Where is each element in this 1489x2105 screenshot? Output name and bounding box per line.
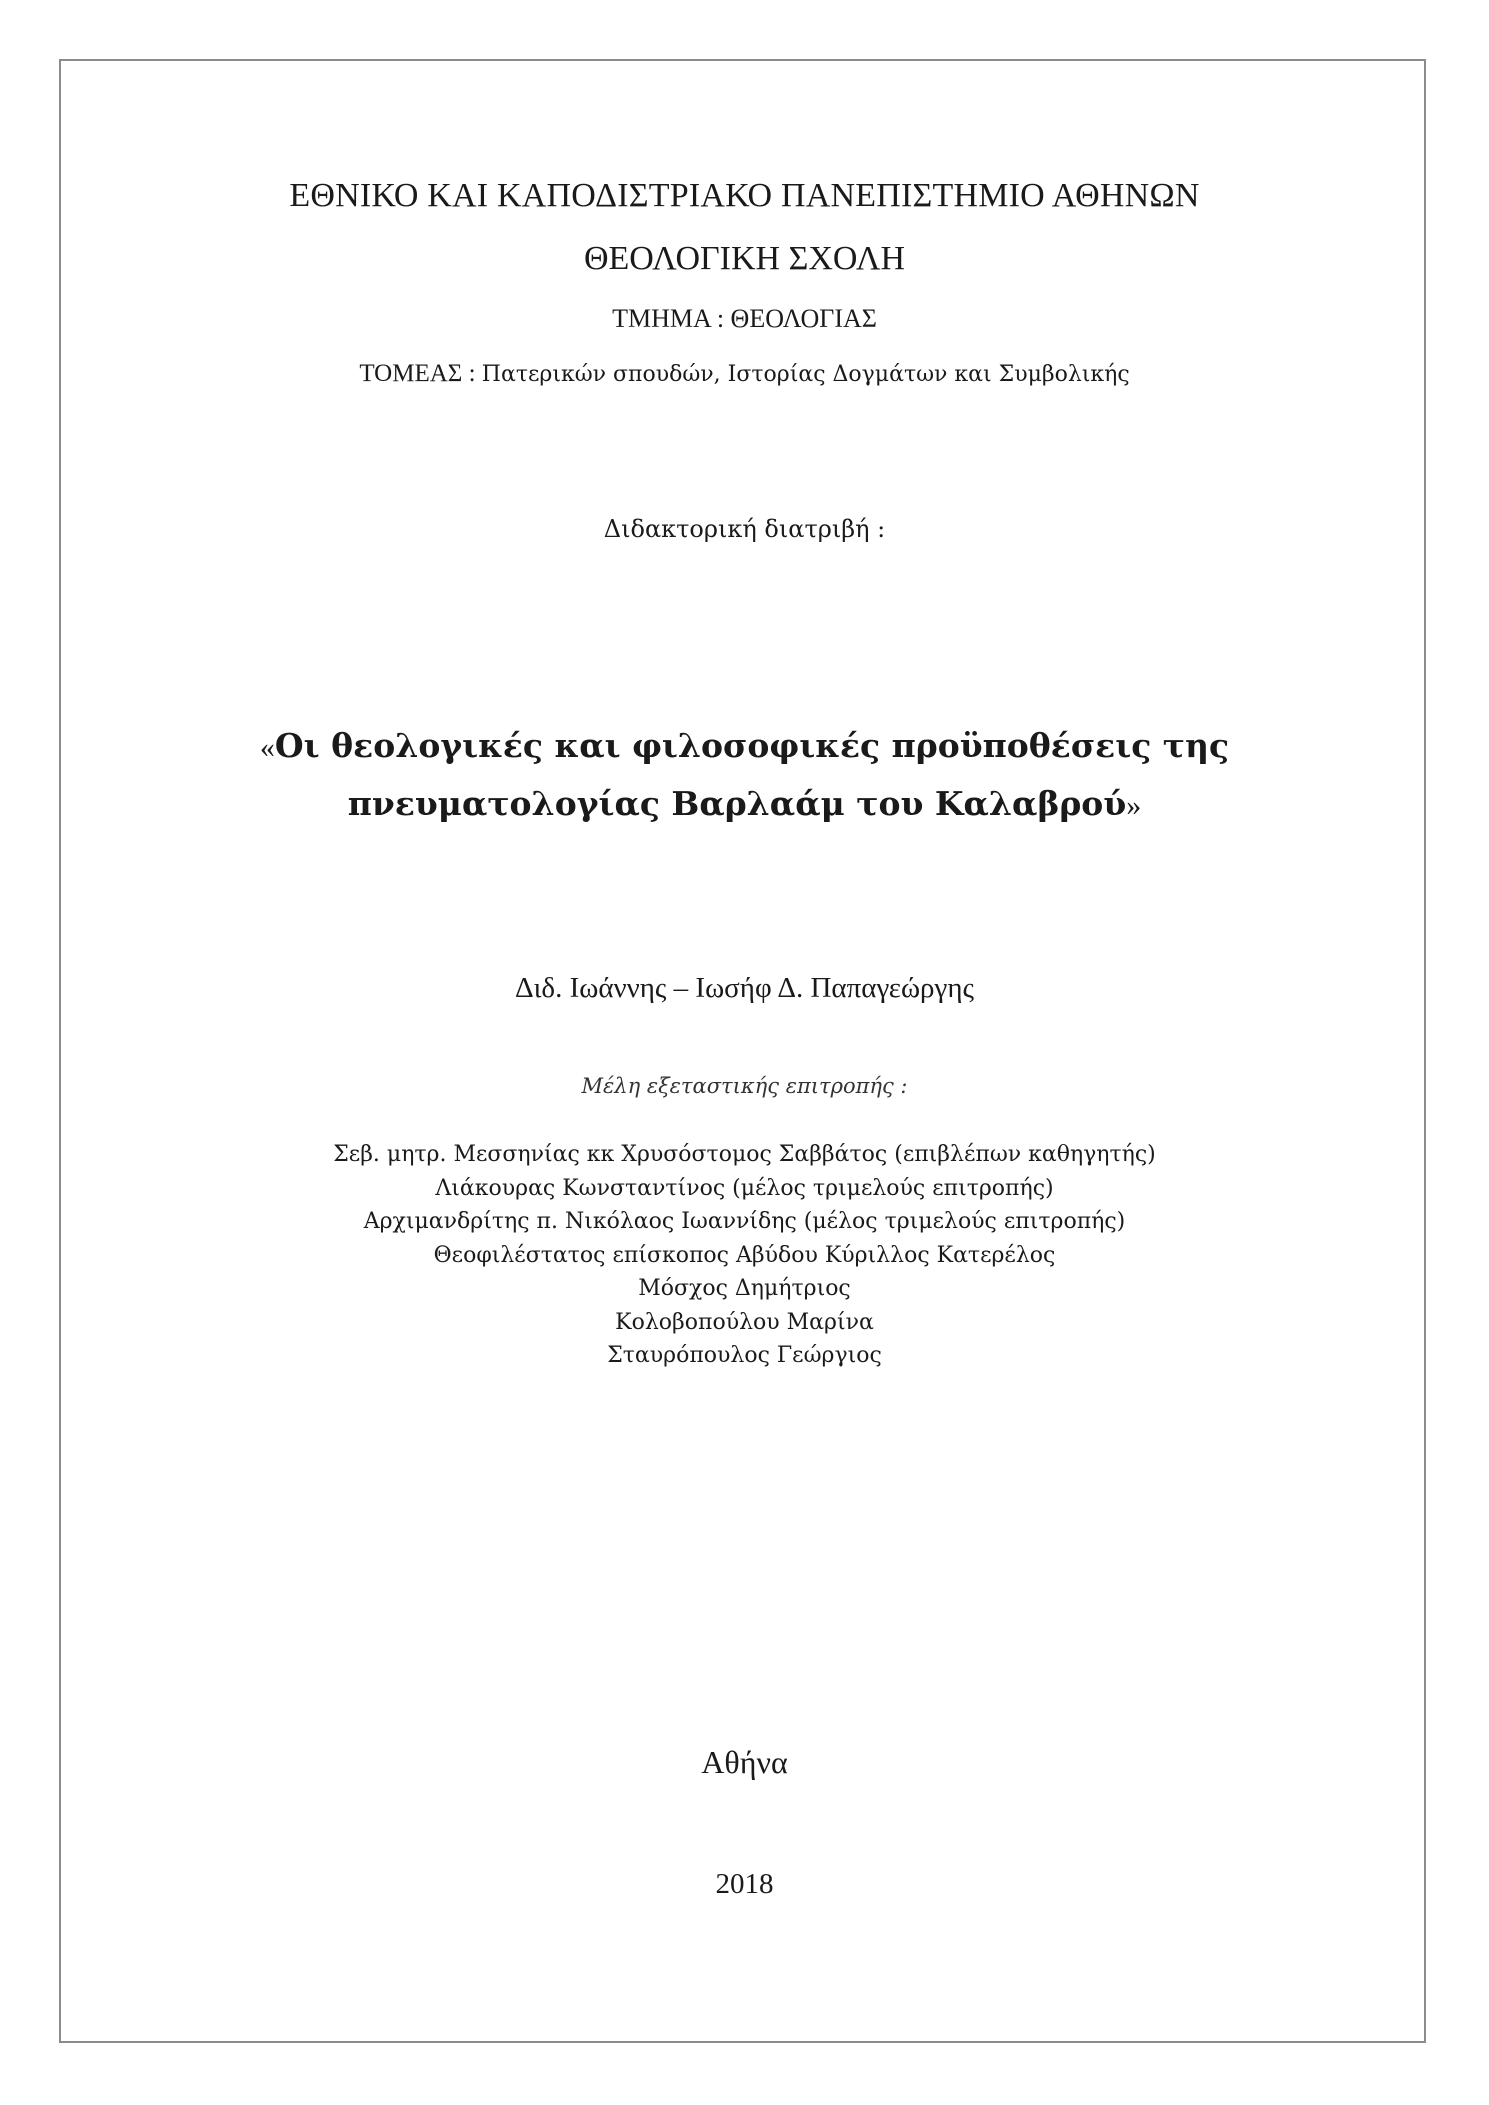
committee-member: Αρχιμανδρίτης π. Νικόλαος Ιωαννίδης (μέλος τριμελούς επιτροπής) [363, 1209, 1126, 1234]
thesis-title-text-1: Οι θεολογικές και φιλοσοφικές προϋποθέσεις της [274, 726, 1230, 765]
thesis-title [0, 718, 1489, 834]
year: 2018 [715, 1868, 774, 1900]
author-name: Διδ. Ιωάννης – Ιωσήφ Δ. Παπαγεώργης [514, 972, 974, 1004]
thesis-title-text-2: πνευματολογίας Βαρλαάμ του Καλαβρού [347, 784, 1127, 823]
committee-member: Λιάκουρας Κωνσταντίνος (μέλος τριμελούς επιτροπής) [435, 1175, 1054, 1201]
committee-member: Σταυρόπουλος Γεώργιος [607, 1343, 882, 1368]
school-name: ΘΕΟΛΟΓΙΚΗ ΣΧΟΛΗ [583, 240, 906, 277]
sector-label: ΤΟΜΕΑΣ : [359, 360, 476, 387]
committee-member: Σεβ. μητρ. Μεσσηνίας κκ Χρυσόστομος Σαββάτος (επιβλέπων καθηγητής) [333, 1142, 1156, 1167]
city: Αθήνα [701, 1744, 788, 1780]
sector-line [0, 360, 1489, 388]
committee-list [0, 1138, 1489, 1373]
committee-member: Θεοφιλέστατος επίσκοπος Αβύδου Κύριλλος Κατερέλος [433, 1242, 1056, 1268]
university-name: ΕΘΝΙΚΟ ΚΑΙ ΚΑΠΟΔΙΣΤΡΙΑΚΟ ΠΑΝΕΠΙΣΤΗΜΙΟ ΑΘΗΝΩΝ [289, 177, 1200, 214]
thesis-label: Διδακτορική διατριβή : [603, 515, 886, 543]
close-quote: » [1126, 789, 1142, 822]
department-name: ΤΜΗΜΑ : ΘΕΟΛΟΓΙΑΣ [612, 304, 877, 333]
open-quote: « [259, 731, 275, 764]
sector-value: Πατερικών σπουδών, Ιστορίας Δογμάτων και Συμβολικής [481, 362, 1130, 387]
committee-member: Κολοβοπούλου Μαρίνα [615, 1309, 874, 1335]
committee-member: Μόσχος Δημήτριος [638, 1276, 851, 1301]
committee-heading: Μέλη εξεταστικής επιτροπής : [581, 1074, 908, 1098]
thesis-title-line-2 [0, 776, 1489, 834]
thesis-title-line-1 [0, 718, 1489, 776]
